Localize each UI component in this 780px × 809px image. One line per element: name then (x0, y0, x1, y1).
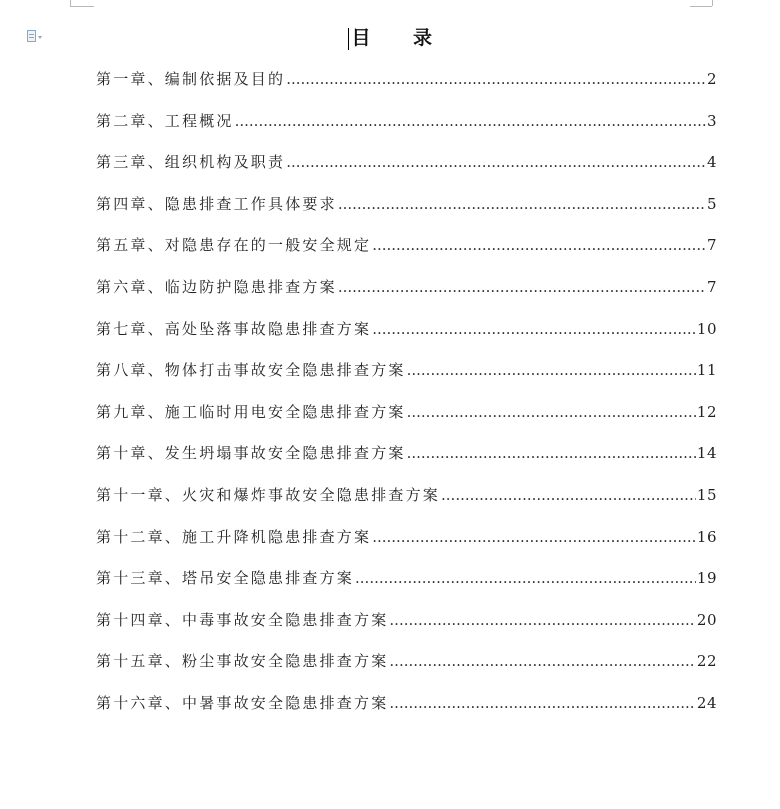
toc-entry-label: 第十六章、中暑事故安全隐患排查方案 (96, 693, 389, 712)
toc-dot-leader (286, 59, 706, 101)
toc-dot-leader (372, 225, 706, 267)
toc-dot-leader (441, 475, 696, 517)
toc-entry-label: 第七章、高处坠落事故隐患排查方案 (96, 319, 372, 338)
toc-dot-leader (372, 517, 696, 559)
toc-entry-page-number: 7 (706, 277, 717, 296)
toc-dot-leader (389, 600, 696, 642)
toc-entry[interactable] (96, 225, 717, 267)
toc-entry[interactable] (96, 600, 717, 642)
toc-entry-page-number: 15 (696, 485, 717, 504)
toc-entry[interactable] (96, 558, 717, 600)
toc-entry-label: 第十三章、塔吊安全隐患排查方案 (96, 569, 355, 588)
toc-dot-leader (338, 184, 706, 226)
toc-entry-page-number: 24 (696, 693, 717, 712)
toc-dot-leader (235, 101, 706, 143)
toc-dot-leader (407, 433, 696, 475)
toc-entry-label: 第四章、隐患排查工作具体要求 (96, 194, 337, 213)
toc-dot-leader (355, 558, 696, 600)
toc-entry[interactable] (96, 641, 717, 683)
toc-entry[interactable] (96, 59, 717, 101)
toc-entry-label: 第三章、组织机构及职责 (96, 153, 286, 172)
toc-entry[interactable] (96, 101, 717, 143)
text-cursor (348, 28, 350, 50)
toc-entry[interactable] (96, 392, 717, 434)
toc-entry[interactable] (96, 475, 717, 517)
toc-entry-page-number: 4 (706, 153, 717, 172)
toc-entry-label: 第十五章、粉尘事故安全隐患排查方案 (96, 652, 389, 671)
toc-entry-label: 第十一章、火灾和爆炸事故安全隐患排查方案 (96, 485, 441, 504)
crop-mark-top-left-horizontal (70, 6, 94, 7)
toc-dot-leader (389, 641, 696, 683)
toc-entry[interactable] (96, 267, 717, 309)
toc-entry-label: 第十四章、中毒事故安全隐患排查方案 (96, 610, 389, 629)
toc-entry[interactable] (96, 142, 717, 184)
toc-dot-leader (338, 267, 706, 309)
toc-dot-leader (407, 350, 696, 392)
page-title[interactable]: 目 录 (351, 27, 451, 49)
toc-entry[interactable] (96, 683, 717, 725)
toc-entry-label: 第六章、临边防护隐患排查方案 (96, 277, 337, 296)
toc-entry[interactable] (96, 433, 717, 475)
toc-entry[interactable] (96, 184, 717, 226)
toc-entry-page-number: 3 (706, 111, 717, 130)
toc-entry[interactable] (96, 309, 717, 351)
toc-dot-leader (407, 392, 696, 434)
toc-entry-page-number: 10 (696, 319, 717, 338)
toc-entry-page-number: 22 (696, 652, 717, 671)
toc-entry-page-number: 16 (696, 527, 717, 546)
crop-mark-top-right (712, 0, 713, 6)
toc-entry-label: 第五章、对隐患存在的一般安全规定 (96, 236, 372, 255)
toc-entry-label: 第二章、工程概况 (96, 111, 234, 130)
crop-mark-top-right-horizontal (690, 6, 712, 7)
toc-entry[interactable] (96, 517, 717, 559)
toc-entry-page-number: 11 (696, 361, 717, 380)
toc-entry-page-number: 5 (706, 194, 717, 213)
toc-entry-label: 第九章、施工临时用电安全隐患排查方案 (96, 402, 406, 421)
toc-entry-page-number: 12 (696, 402, 717, 421)
toc-entry-label: 第八章、物体打击事故安全隐患排查方案 (96, 361, 406, 380)
toc-entry-label: 第十章、发生坍塌事故安全隐患排查方案 (96, 444, 406, 463)
toc-entry-page-number: 20 (696, 610, 717, 629)
page-title-wrap (0, 24, 780, 52)
toc-dot-leader (389, 683, 696, 725)
toc-dot-leader (286, 142, 706, 184)
toc-entry-page-number: 14 (696, 444, 717, 463)
toc-entry-label: 第一章、编制依据及目的 (96, 70, 286, 88)
toc-dot-leader (372, 309, 696, 351)
toc-entry[interactable] (96, 350, 717, 392)
toc-entry-label: 第十二章、施工升降机隐患排查方案 (96, 527, 372, 546)
toc-entry-page-number: 7 (706, 236, 717, 255)
toc-entry-page-number: 19 (696, 569, 717, 588)
table-of-contents (96, 59, 717, 725)
toc-entry-page-number: 2 (706, 70, 717, 88)
